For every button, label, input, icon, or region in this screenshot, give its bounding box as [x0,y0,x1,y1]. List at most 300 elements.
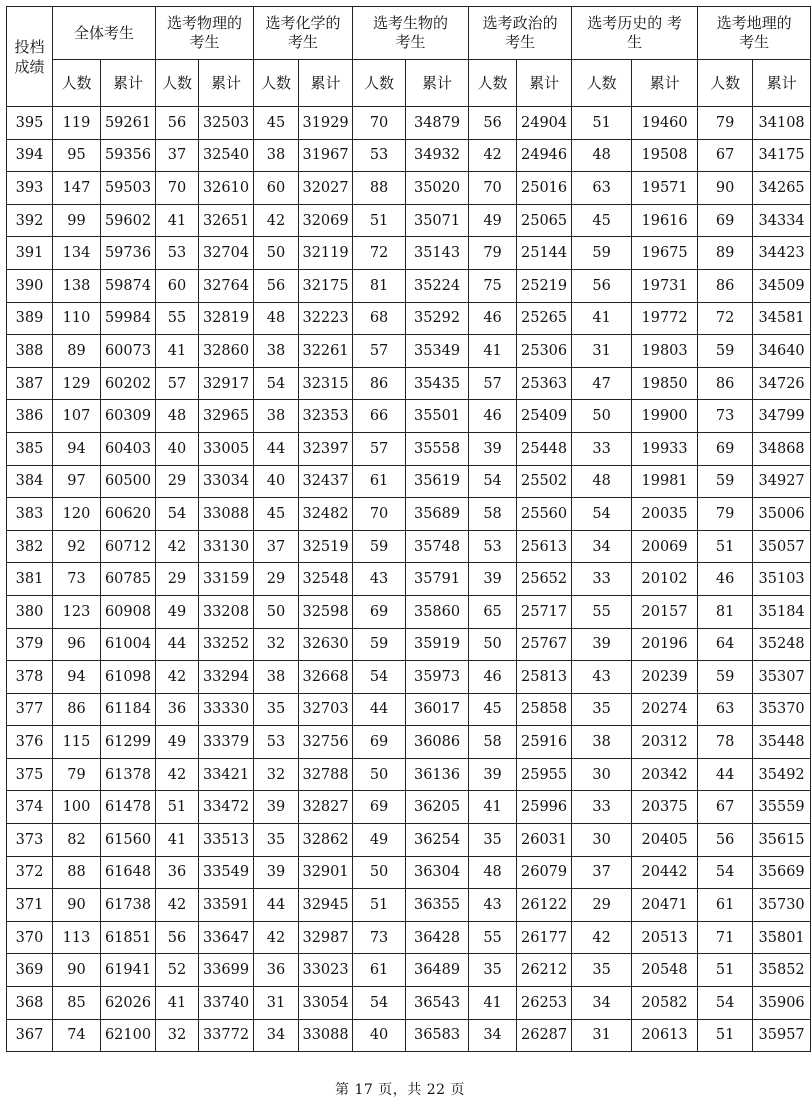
table-cell: 33005 [199,432,254,465]
table-cell: 59 [698,661,753,694]
table-cell: 36489 [406,954,469,987]
table-cell: 42 [469,139,517,172]
table-cell: 32703 [299,693,353,726]
table-cell: 20069 [632,530,698,563]
table-cell: 54 [156,498,199,531]
table-cell: 19772 [632,302,698,335]
table-cell: 35801 [753,921,811,954]
table-cell: 20548 [632,954,698,987]
score-cell: 392 [7,204,53,237]
table-cell: 61 [698,889,753,922]
table-cell: 66 [353,400,406,433]
table-cell: 31 [254,987,299,1020]
table-row [7,921,811,954]
subheader-cumulative: 累计 [406,60,469,107]
table-cell: 61941 [101,954,156,987]
table-cell: 113 [53,921,101,954]
group-header-line2: 考生 [505,33,536,51]
table-cell: 59503 [101,172,156,205]
table-cell: 36428 [406,921,469,954]
group-header-0 [53,7,156,60]
table-cell: 32437 [299,465,353,498]
table-cell: 35071 [406,204,469,237]
subheader-count: 人数 [698,60,753,107]
table-cell: 119 [53,107,101,140]
table-cell: 19803 [632,335,698,368]
table-cell: 51 [353,889,406,922]
table-cell: 25613 [517,530,572,563]
table-cell: 20035 [632,498,698,531]
table-cell: 44 [698,758,753,791]
table-cell: 43 [572,661,632,694]
table-cell: 34927 [753,465,811,498]
table-cell: 33159 [199,563,254,596]
table-cell: 56 [156,107,199,140]
table-cell: 59356 [101,139,156,172]
table-cell: 37 [156,139,199,172]
table-cell: 35689 [406,498,469,531]
table-cell: 19616 [632,204,698,237]
table-cell: 36355 [406,889,469,922]
table-row [7,172,811,205]
score-cell: 388 [7,335,53,368]
score-cell: 395 [7,107,53,140]
table-cell: 19981 [632,465,698,498]
table-cell: 59 [698,465,753,498]
group-header-line1: 选考历史的 考 [587,14,682,32]
table-cell: 63 [572,172,632,205]
score-cell: 383 [7,498,53,531]
table-cell: 54 [353,987,406,1020]
table-cell: 58 [469,498,517,531]
table-cell: 45 [469,693,517,726]
score-cell: 378 [7,661,53,694]
subheader-cumulative: 累计 [299,60,353,107]
table-cell: 34640 [753,335,811,368]
table-cell: 35006 [753,498,811,531]
table-cell: 60908 [101,595,156,628]
table-cell: 49 [469,204,517,237]
table-cell: 86 [53,693,101,726]
table-cell: 48 [254,302,299,335]
table-cell: 32630 [299,628,353,661]
table-cell: 32503 [199,107,254,140]
table-cell: 34879 [406,107,469,140]
table-cell: 33330 [199,693,254,726]
table-cell: 31929 [299,107,353,140]
table-cell: 34799 [753,400,811,433]
table-cell: 48 [572,465,632,498]
table-cell: 20274 [632,693,698,726]
table-cell: 48 [469,856,517,889]
table-cell: 57 [353,335,406,368]
table-row [7,530,811,563]
table-cell: 25363 [517,367,572,400]
table-cell: 70 [353,498,406,531]
table-cell: 35435 [406,367,469,400]
table-cell: 53 [353,139,406,172]
table-cell: 48 [156,400,199,433]
table-cell: 88 [53,856,101,889]
table-cell: 32540 [199,139,254,172]
table-row [7,693,811,726]
table-cell: 85 [53,987,101,1020]
table-cell: 65 [469,595,517,628]
table-row [7,954,811,987]
table-cell: 44 [353,693,406,726]
table-cell: 61560 [101,824,156,857]
score-cell: 391 [7,237,53,270]
table-cell: 60785 [101,563,156,596]
table-cell: 32223 [299,302,353,335]
table-cell: 32598 [299,595,353,628]
table-cell: 42 [156,530,199,563]
table-cell: 138 [53,269,101,302]
table-cell: 79 [698,498,753,531]
table-cell: 35730 [753,889,811,922]
table-cell: 40 [254,465,299,498]
table-row [7,726,811,759]
table-cell: 32175 [299,269,353,302]
table-cell: 31967 [299,139,353,172]
table-cell: 19571 [632,172,698,205]
table-cell: 32119 [299,237,353,270]
table-cell: 36 [156,693,199,726]
table-cell: 70 [353,107,406,140]
group-header-line1: 选考政治的 [482,14,558,32]
table-cell: 54 [254,367,299,400]
table-cell: 41 [156,987,199,1020]
table-cell: 32027 [299,172,353,205]
table-cell: 69 [353,726,406,759]
table-cell: 35224 [406,269,469,302]
table-cell: 36543 [406,987,469,1020]
table-cell: 55 [572,595,632,628]
table-cell: 32261 [299,335,353,368]
table-cell: 33379 [199,726,254,759]
table-cell: 34423 [753,237,811,270]
table-cell: 59 [572,237,632,270]
table-cell: 33294 [199,661,254,694]
table-cell: 50 [254,237,299,270]
table-cell: 35248 [753,628,811,661]
table-cell: 33 [572,791,632,824]
table-cell: 75 [469,269,517,302]
score-header-line1: 投档 [14,37,45,56]
table-cell: 89 [698,237,753,270]
table-cell: 39 [469,432,517,465]
group-header-1 [156,7,254,60]
table-cell: 20442 [632,856,698,889]
table-cell: 41 [156,824,199,857]
group-header-5 [572,7,698,60]
score-cell: 390 [7,269,53,302]
table-cell: 54 [353,661,406,694]
table-cell: 61299 [101,726,156,759]
table-cell: 60500 [101,465,156,498]
table-cell: 58 [469,726,517,759]
group-header-line2: 考生 [288,33,319,51]
score-header [7,7,53,107]
table-cell: 32397 [299,432,353,465]
table-row [7,1019,811,1052]
table-cell: 49 [353,824,406,857]
table-cell: 59984 [101,302,156,335]
table-cell: 94 [53,432,101,465]
subheader-cumulative: 累计 [753,60,811,107]
score-cell: 386 [7,400,53,433]
table-cell: 61098 [101,661,156,694]
table-cell: 25996 [517,791,572,824]
table-cell: 29 [156,563,199,596]
table-cell: 31 [572,335,632,368]
table-cell: 29 [572,889,632,922]
table-row [7,856,811,889]
table-cell: 31 [572,1019,632,1052]
table-cell: 38 [572,726,632,759]
table-cell: 35349 [406,335,469,368]
table-cell: 34726 [753,367,811,400]
table-cell: 38 [254,335,299,368]
table-cell: 35919 [406,628,469,661]
table-cell: 38 [254,400,299,433]
table-cell: 33647 [199,921,254,954]
table-cell: 25448 [517,432,572,465]
table-cell: 41 [469,335,517,368]
table-cell: 35370 [753,693,811,726]
table-cell: 86 [698,367,753,400]
table-cell: 33208 [199,595,254,628]
table-cell: 34581 [753,302,811,335]
table-cell: 59602 [101,204,156,237]
table-cell: 61 [353,465,406,498]
table-cell: 38 [254,139,299,172]
table-cell: 30 [572,824,632,857]
table-cell: 25652 [517,563,572,596]
table-cell: 41 [469,987,517,1020]
group-header-line1: 选考化学的 [265,14,341,32]
table-cell: 35619 [406,465,469,498]
table-cell: 32827 [299,791,353,824]
table-cell: 36583 [406,1019,469,1052]
table-row [7,465,811,498]
table-cell: 25265 [517,302,572,335]
table-cell: 20471 [632,889,698,922]
table-cell: 33130 [199,530,254,563]
table-cell: 53 [469,530,517,563]
table-cell: 61004 [101,628,156,661]
table-cell: 37 [254,530,299,563]
table-cell: 61648 [101,856,156,889]
table-cell: 88 [353,172,406,205]
table-cell: 69 [353,791,406,824]
table-cell: 32704 [199,237,254,270]
table-cell: 107 [53,400,101,433]
table-cell: 25219 [517,269,572,302]
table-cell: 42 [156,661,199,694]
table-cell: 62100 [101,1019,156,1052]
table-cell: 20196 [632,628,698,661]
table-cell: 32482 [299,498,353,531]
table-cell: 35 [572,954,632,987]
table-row [7,595,811,628]
table-cell: 35906 [753,987,811,1020]
table-cell: 97 [53,465,101,498]
table-cell: 56 [572,269,632,302]
table-cell: 35 [469,954,517,987]
table-cell: 51 [698,1019,753,1052]
table-cell: 33549 [199,856,254,889]
table-cell: 25016 [517,172,572,205]
group-header-line1: 选考生物的 [373,14,449,32]
table-cell: 59 [353,628,406,661]
score-distribution-table [6,6,811,1052]
table-cell: 35558 [406,432,469,465]
table-cell: 32901 [299,856,353,889]
table-cell: 32945 [299,889,353,922]
table-cell: 35448 [753,726,811,759]
table-cell: 44 [254,432,299,465]
score-cell: 376 [7,726,53,759]
score-cell: 381 [7,563,53,596]
subheader-count: 人数 [572,60,632,107]
table-cell: 34 [254,1019,299,1052]
table-cell: 35860 [406,595,469,628]
table-cell: 95 [53,139,101,172]
score-cell: 369 [7,954,53,987]
table-cell: 134 [53,237,101,270]
table-cell: 19731 [632,269,698,302]
table-cell: 37 [572,856,632,889]
table-cell: 86 [353,367,406,400]
table-cell: 110 [53,302,101,335]
table-cell: 147 [53,172,101,205]
table-cell: 61738 [101,889,156,922]
table-cell: 44 [156,628,199,661]
score-cell: 375 [7,758,53,791]
subheader-count: 人数 [156,60,199,107]
table-cell: 35057 [753,530,811,563]
table-cell: 60403 [101,432,156,465]
table-cell: 26177 [517,921,572,954]
table-cell: 20312 [632,726,698,759]
table-row [7,269,811,302]
table-cell: 57 [156,367,199,400]
table-cell: 63 [698,693,753,726]
table-cell: 33023 [299,954,353,987]
page-footer [0,1079,800,1099]
table-row [7,791,811,824]
subheader-cumulative: 累计 [199,60,254,107]
table-cell: 25813 [517,661,572,694]
table-cell: 51 [156,791,199,824]
table-cell: 78 [698,726,753,759]
table-cell: 20613 [632,1019,698,1052]
score-cell: 371 [7,889,53,922]
table-cell: 70 [156,172,199,205]
table-cell: 32315 [299,367,353,400]
table-row [7,498,811,531]
score-cell: 372 [7,856,53,889]
table-cell: 51 [572,107,632,140]
table-cell: 26079 [517,856,572,889]
table-cell: 56 [254,269,299,302]
table-cell: 32965 [199,400,254,433]
score-cell: 382 [7,530,53,563]
table-cell: 74 [53,1019,101,1052]
table-cell: 42 [572,921,632,954]
table-cell: 32519 [299,530,353,563]
table-cell: 26122 [517,889,572,922]
table-cell: 35492 [753,758,811,791]
table-cell: 35 [572,693,632,726]
table-cell: 33740 [199,987,254,1020]
table-cell: 70 [469,172,517,205]
table-row [7,563,811,596]
table-cell: 79 [698,107,753,140]
table-cell: 25306 [517,335,572,368]
table-cell: 69 [698,204,753,237]
table-cell: 25916 [517,726,572,759]
table-cell: 32860 [199,335,254,368]
table-cell: 32668 [299,661,353,694]
table-cell: 59261 [101,107,156,140]
group-header-line2: 考生 [739,33,770,51]
table-cell: 60202 [101,367,156,400]
table-cell: 32987 [299,921,353,954]
table-cell: 35615 [753,824,811,857]
table-row [7,432,811,465]
table-cell: 40 [156,432,199,465]
table-cell: 61 [353,954,406,987]
table-cell: 20102 [632,563,698,596]
table-cell: 46 [698,563,753,596]
table-cell: 73 [353,921,406,954]
table-cell: 60620 [101,498,156,531]
table-cell: 35748 [406,530,469,563]
table-cell: 59736 [101,237,156,270]
table-cell: 19900 [632,400,698,433]
table-row [7,400,811,433]
table-cell: 36205 [406,791,469,824]
score-cell: 393 [7,172,53,205]
table-cell: 39 [254,791,299,824]
table-cell: 73 [698,400,753,433]
table-cell: 129 [53,367,101,400]
table-cell: 41 [469,791,517,824]
table-cell: 45 [572,204,632,237]
table-cell: 36304 [406,856,469,889]
table-cell: 36254 [406,824,469,857]
table-cell: 32548 [299,563,353,596]
group-header-line2: 考生 [189,33,220,51]
group-header-line1: 选考地理的 [716,14,792,32]
table-cell: 69 [698,432,753,465]
table-cell: 120 [53,498,101,531]
subheader-cumulative: 累计 [101,60,156,107]
table-cell: 99 [53,204,101,237]
table-cell: 54 [698,987,753,1020]
table-cell: 49 [156,595,199,628]
table-cell: 35307 [753,661,811,694]
group-header-4 [469,7,572,60]
table-cell: 32764 [199,269,254,302]
table-cell: 24904 [517,107,572,140]
table-cell: 49 [156,726,199,759]
table-cell: 35292 [406,302,469,335]
table-cell: 43 [353,563,406,596]
table-cell: 35669 [753,856,811,889]
